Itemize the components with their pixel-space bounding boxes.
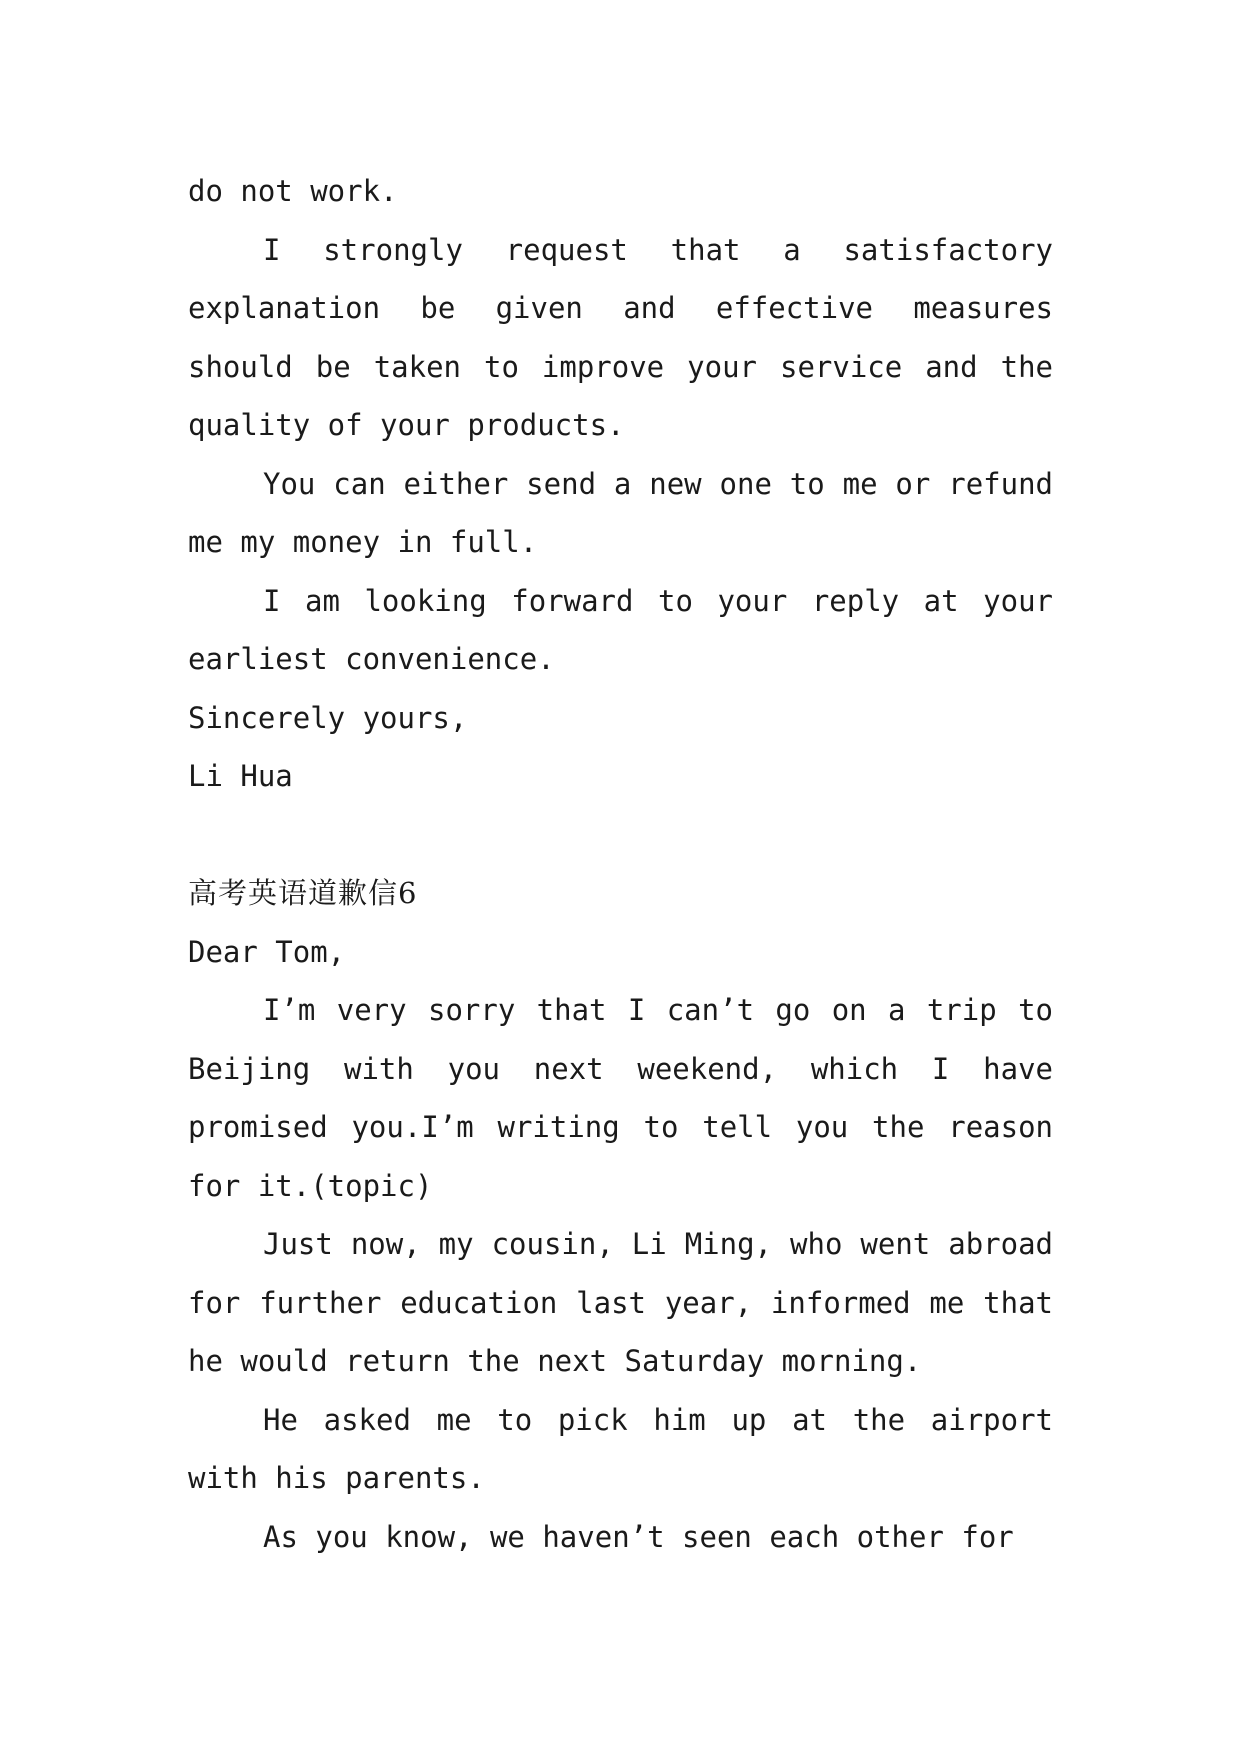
section-title: 高考英语道歉信6	[188, 876, 418, 910]
letter2-paragraph-apology: I’m very sorry that I can’t go on a trip to Beijing with you next weekend, which I have promised you.I’m writing to tell you the reason for it.(topic)	[188, 993, 1053, 1203]
letter2-paragraph-airport: He asked me to pick him up at the airport with his parents.	[188, 1402, 1053, 1495]
letter1-continuation: do not work.	[188, 174, 398, 208]
document-body	[188, 162, 1053, 1566]
letter1-closing: Sincerely yours,	[188, 700, 468, 735]
section-gap	[188, 806, 1053, 865]
letter1-paragraph-reply: I am looking forward to your reply at your earliest convenience.	[188, 583, 1053, 676]
letter1-paragraph-refund: You can either send a new one to me or refund me my money in full.	[188, 466, 1053, 559]
letter2-paragraph-cousin: Just now, my cousin, Li Ming, who went abroad for further education last year, informed me that he would return the next Saturday morning.	[188, 1227, 1053, 1378]
letter2-paragraph-reunion: As you know, we haven’t seen each other for	[263, 1519, 1014, 1554]
letter1-paragraph-request: I strongly request that a satisfactory explanation be given and effective measures should be taken to improve your service and the quality of your products.	[188, 232, 1053, 442]
letter2-salutation: Dear Tom,	[188, 934, 346, 969]
letter1-signature: Li Hua	[188, 759, 293, 793]
